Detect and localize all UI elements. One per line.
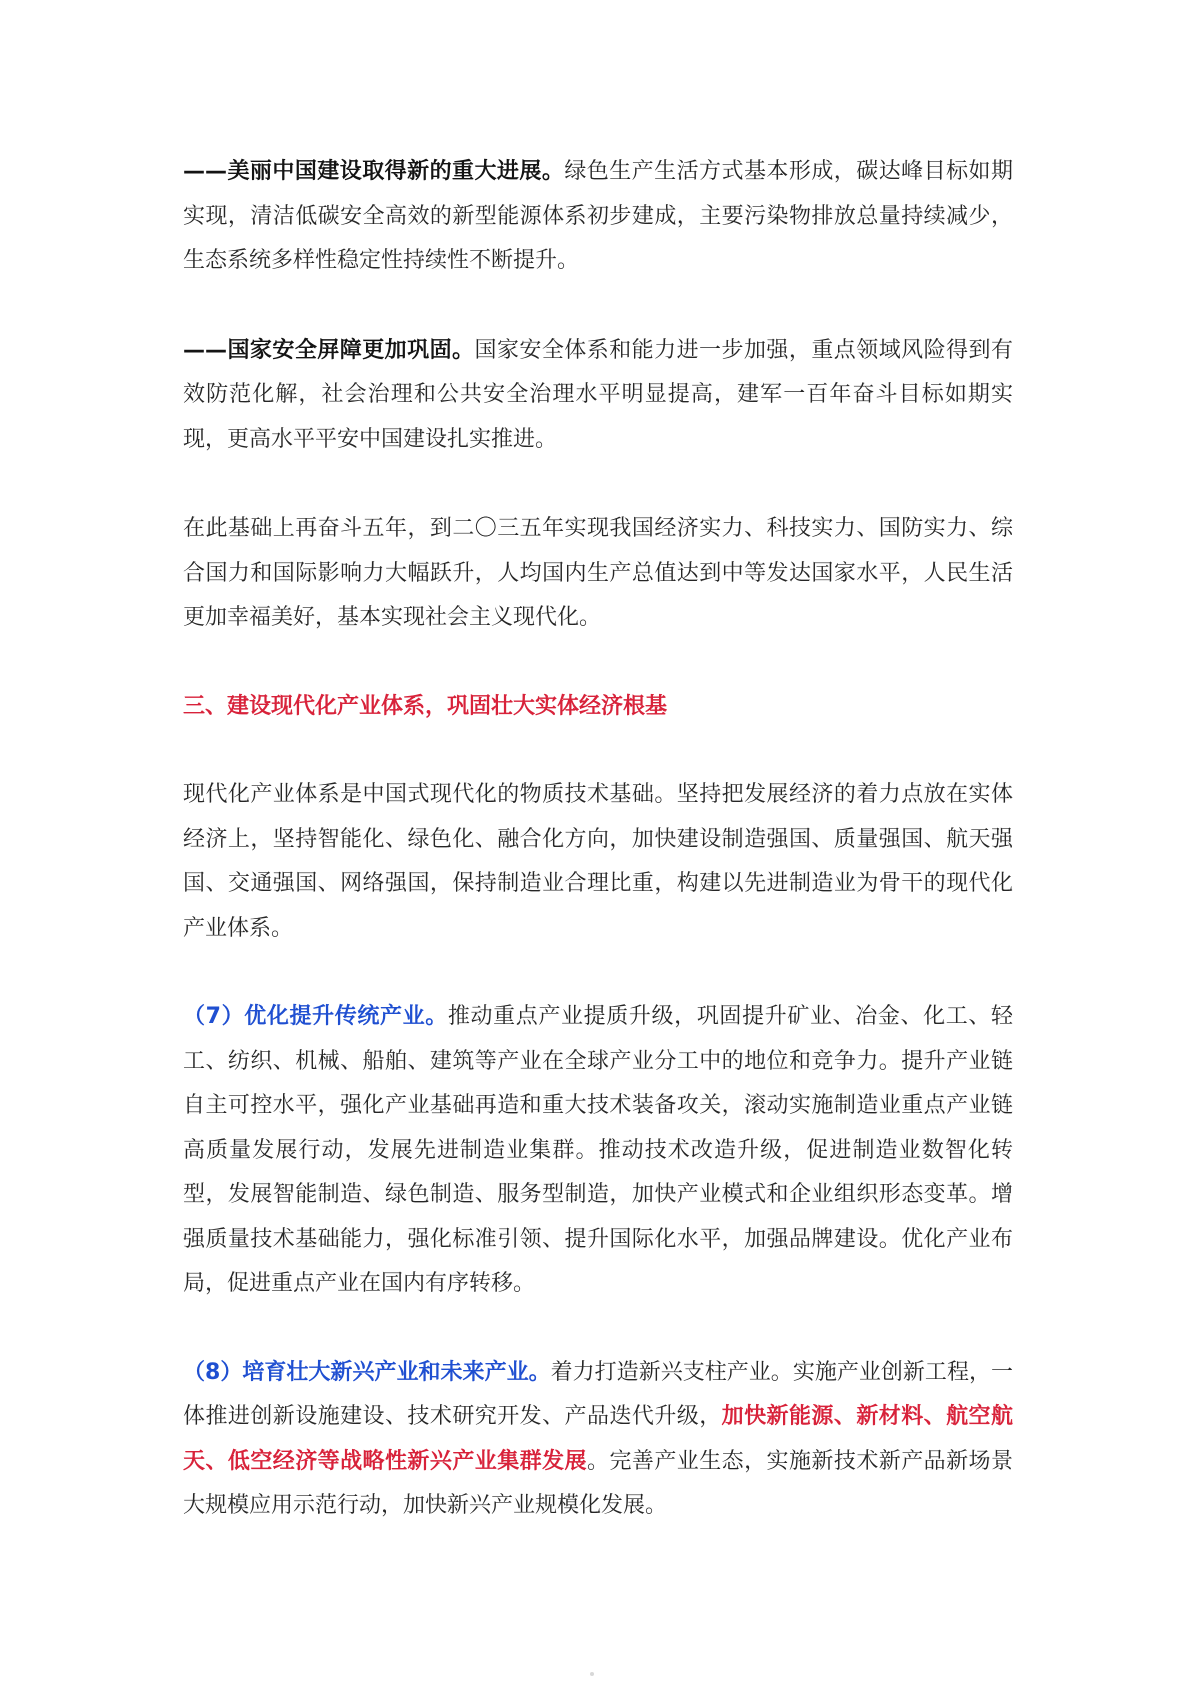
paragraph-text: 推动重点产业提质升级，巩固提升矿业、冶金、化工、轻工、纺织、机械、船舶、建筑等产业在全球产业分工中的地位和竞争力。提升产业链自主可控水平，强化产业基础再造和重大技术装备攻关，滚动实施制造业重点产业链高质量发展行动，发展先进制造业集群。推动技术改造升级，促进制造业数智化转型，发展智能制造、绿色制造、服务型制造，加快产业模式和企业组织形态变革。增强质量技术基础能力，强化标准引领、提升国际化水平，加强品牌建设。优化产业布局，促进重点产业在国内有序转移。	[183, 1004, 1013, 1296]
section-heading-3: 三、建设现代化产业体系，巩固壮大实体经济根基	[183, 693, 668, 719]
item-7-title: （7）优化提升传统产业。	[183, 1004, 448, 1029]
document-body	[183, 150, 1013, 1529]
item-8-title: （8）培育壮大新兴产业和未来产业。	[183, 1359, 551, 1385]
paragraph-text: 国家安全体系和能力进一步加强，重点领域风险得到有效防范化解，社会治理和公共安全治理水平明显提高，建军一百年奋斗目标如期实现，更高水平平安中国建设扎实推进。	[183, 337, 1013, 452]
paragraph-item-7	[183, 995, 1013, 1307]
paragraph-text: 在此基础上再奋斗五年，到二〇三五年实现我国经济实力、科技实力、国防实力、综合国力和国际影响力大幅跃升，人均国内生产总值达到中等发达国家水平，人民生活更加幸福美好，基本实现社会主义现代化。	[183, 516, 1013, 630]
paragraph-text: 。完善产业生态，实施新技术新产品新场景大规模应用示范行动，加快新兴产业规模化发展。	[183, 1448, 1013, 1518]
paragraph-text: 绿色生产生活方式基本形成，碳达峰目标如期实现，清洁低碳安全高效的新型能源体系初步建成，主要污染物排放总量持续减少，生态系统多样性稳定性持续性不断提升。	[183, 159, 1013, 273]
paragraph-lead: ——美丽中国建设取得新的重大进展。	[183, 159, 565, 184]
paragraph-lead: ——国家安全屏障更加巩固。	[183, 337, 475, 363]
highlighted-text: 加快新能源、新材料、航空航天、低空经济等战略性新兴产业集群发展	[183, 1404, 1013, 1474]
paragraph-2035-goal	[183, 507, 1013, 641]
paragraph-text: 现代化产业体系是中国式现代化的物质技术基础。坚持把发展经济的着力点放在实体经济上，坚持智能化、绿色化、融合化方向，加快建设制造强国、质量强国、航天强国、交通强国、网络强国，保持制造业合理比重，构建以先进制造业为骨干的现代化产业体系。	[183, 782, 1013, 941]
paragraph-beautiful-china	[183, 150, 1013, 284]
page-marker-dot	[590, 1672, 594, 1676]
paragraph-text: 着力打造新兴支柱产业。实施产业创新工程，一体推进创新设施建设、技术研究开发、产品迭代升级，	[183, 1359, 1013, 1429]
paragraph-item-8	[183, 1351, 1013, 1529]
paragraph-modern-industry	[183, 773, 1013, 951]
paragraph-national-security	[183, 329, 1013, 463]
